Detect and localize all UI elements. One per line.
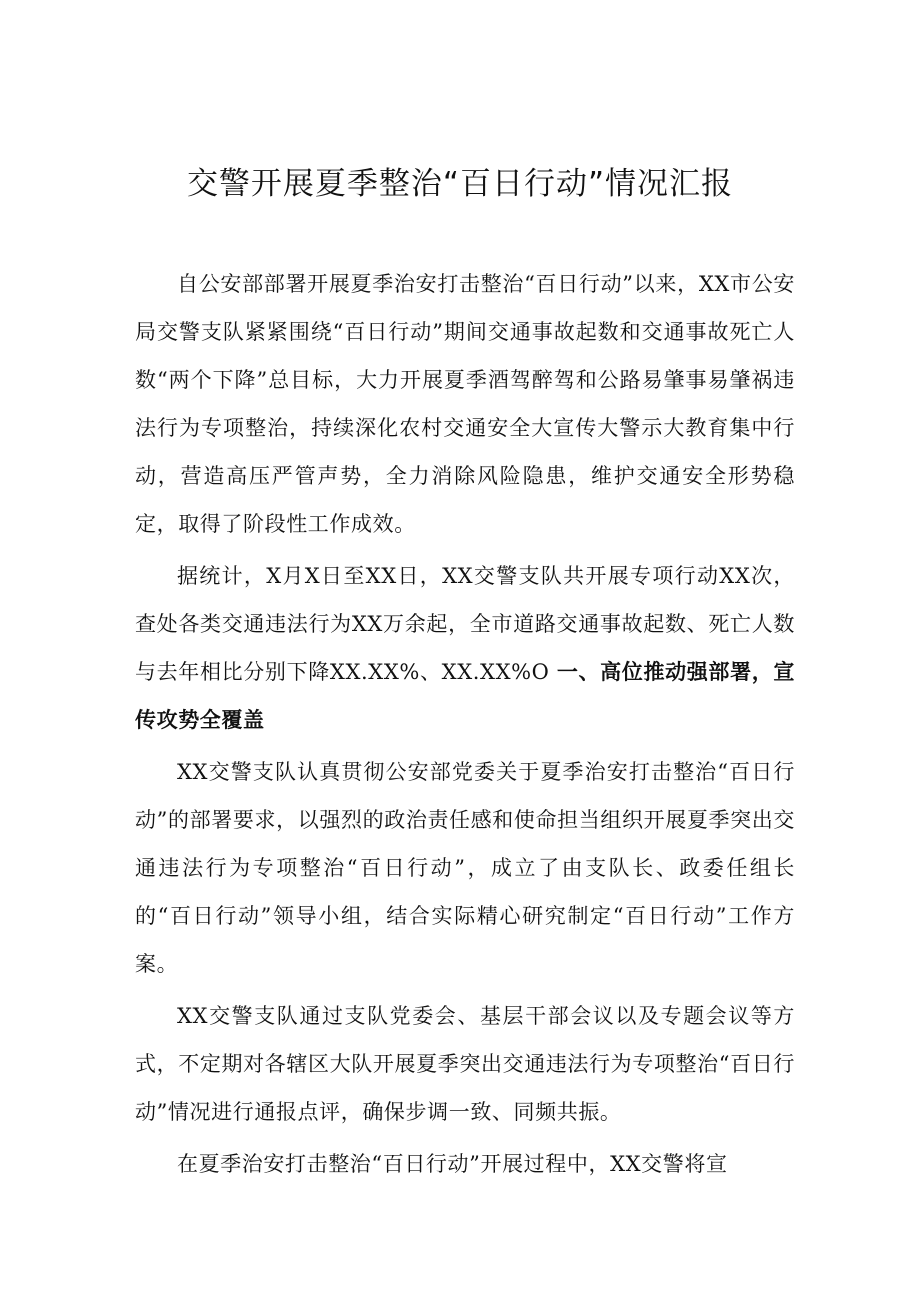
paragraph-deployment [135,748,795,988]
paragraph-publicity-text: 在夏季治安打击整治“百日行动”开展过程中，XX交警将宣 [177,1152,728,1176]
paragraph-publicity [135,1140,795,1188]
paragraph-meetings-text: XX交警支队通过支队党委会、基层干部会议以及专题会议等方式，不定期对各辖区大队开展夏季突出交通违法行为专项整治“百日行动”情况进行通报点评，确保步调一致、同频共振。 [135,1004,795,1124]
paragraph-intro [135,260,795,548]
paragraph-intro-text: 自公安部部署开展夏季治安打击整治“百日行动”以来，XX市公安局交警支队紧紧围绕“百日行动”期间交通事故起数和交通事故死亡人数“两个下降”总目标，大力开展夏季酒驾醉驾和公路易肇事易肇祸违法行为专项整治，持续深化农村交通安全大宣传大警示大教育集中行动，营造高压严管声势，全力消除风险隐患，维护交通安全形势稳定，取得了阶段性工作成效。 [135,272,795,536]
section-heading-1: 一、高位推动强部署，宣传攻势全覆盖 [135,660,795,732]
paragraph-statistics [135,552,795,744]
document-body [135,260,795,1192]
paragraph-meetings [135,992,795,1136]
paragraph-deployment-text: XX交警支队认真贯彻公安部党委关于夏季治安打击整治“百日行动”的部署要求，以强烈的政治责任感和使命担当组织开展夏季突出交通违法行为专项整治“百日行动”，成立了由支队长、政委任组长的“百日行动”领导小组，结合实际精心研究制定“百日行动”工作方案。 [135,760,795,976]
paragraph-statistics-text: 据统计，X月X日至XX日，XX交警支队共开展专项行动XX次，查处各类交通违法行为XX万余起，全市道路交通事故起数、死亡人数与去年相比分别下降XX.XX%、XX.XX%O [135,564,795,684]
document-title: 交警开展夏季整治“百日行动”情况汇报 [186,166,734,202]
